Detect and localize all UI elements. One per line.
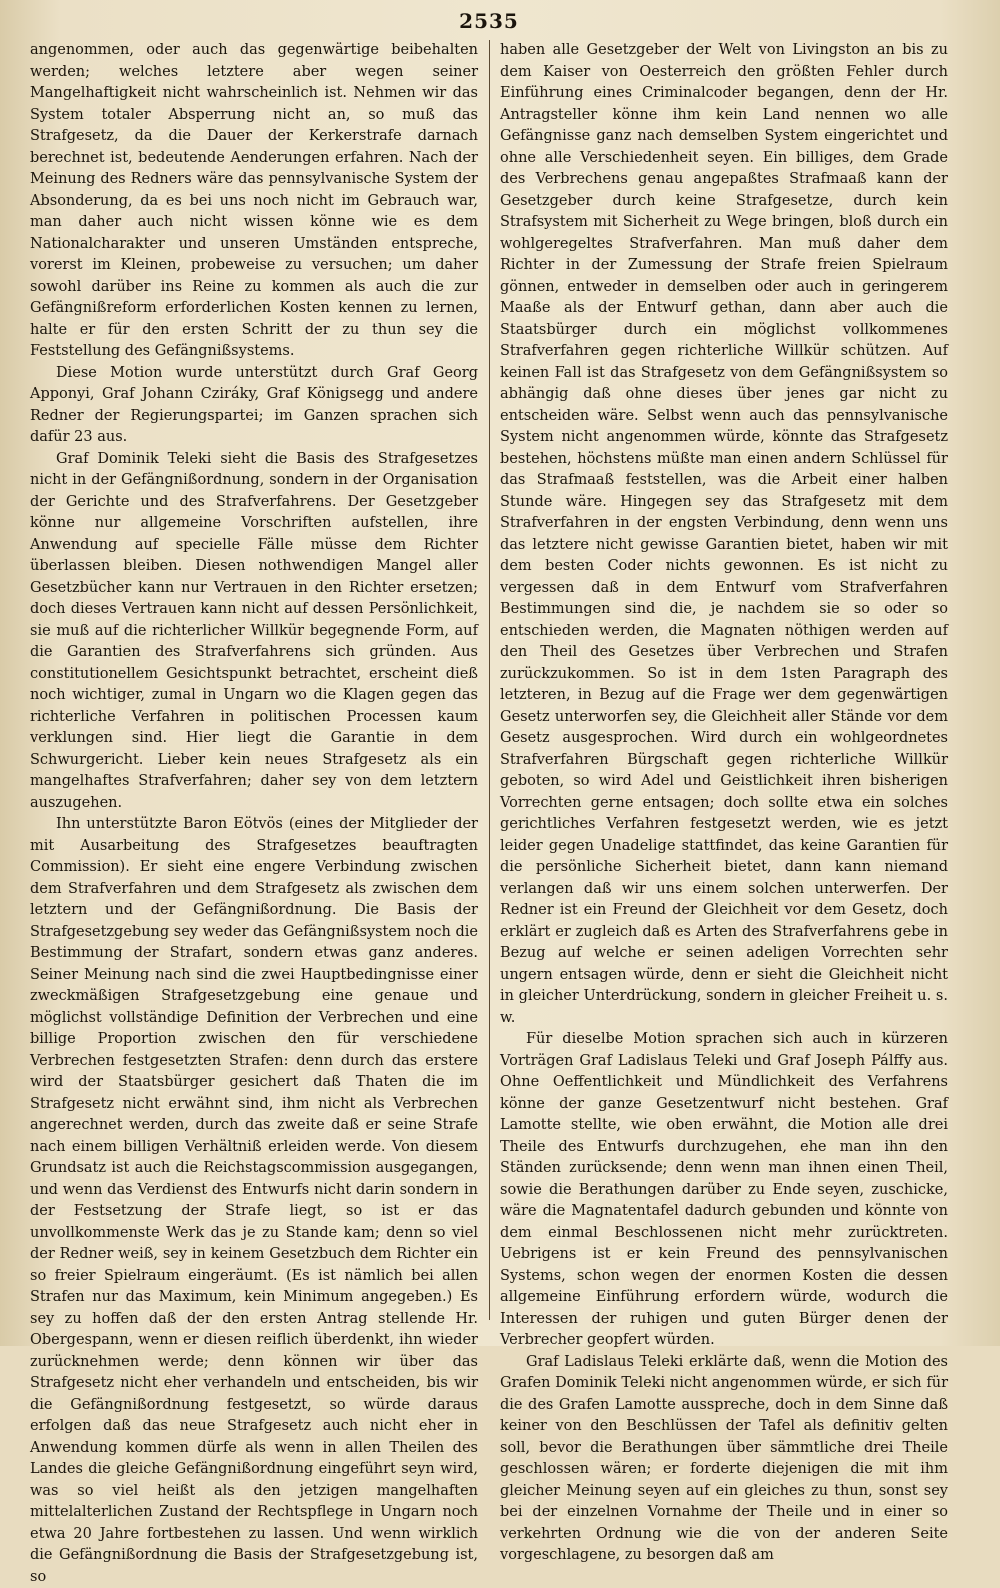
- paragraph: Ihn unterstützte Baron Eötvös (eines der Mitglieder der mit Ausarbeitung des Strafgesetzes beauftragten Commission). Er sieht eine engere Verbindung zwischen dem Strafverfahren und dem Strafgesetz als zwischen dem letztern und der Gefängnißordnung. Die Basis der Strafgesetzgebung sey weder das Gefängnißsystem noch die Bestimmung der Strafart, sondern etwas ganz anderes. Seiner Meinung nach sind die zwei Hauptbedingnisse einer zweckmäßigen Strafgesetzgebung eine genaue und möglichst vollständige Definition der Verbrechen und eine billige Proportion zwischen den für verschiedene Verbrechen festgesetzten Strafen: denn durch das erstere wird der Staatsbürger gesichert daß Thaten die im Strafgesetz nicht erwähnt sind, ihm nicht als Verbrechen angerechnet werden, durch das zweite daß er seine Strafe nach einem billigen Verhältniß erleiden werde. Von diesem Grundsatz ist auch die Reichstagscommission ausgegangen, und wenn das Verdienst des Entwurfs nicht darin sondern in der Festsetzung der Strafe liegt, so ist er das unvollkommenste Werk das je zu Stande kam; denn so viel der Redner weiß, sey in keinem Gesetzbuch dem Richter ein so freier Spielraum eingeräumt. (Es ist nämlich bei allen Strafen nur das Maximum, kein Minimum angegeben.) Es sey zu hoffen daß der den ersten Antrag stellende Hr. Obergespann, wenn er diesen reiflich überdenkt, ihn wieder zurücknehmen werde; denn können wir über das Strafgesetz nicht eher verhandeln und entscheiden, bis wir die Gefängnißordnung festgesetzt, so würde daraus erfolgen daß das neue Strafgesetz auch nicht eher in Anwendung kommen dürfe als wenn in allen Theilen des Landes die gleiche Gefängnißordnung eingeführt seyn wird, was so viel heißt als den jetzigen mangelhaften mittelalterlichen Zustand der Rechtspflege in Ungarn noch etwa 20 Jahre fortbestehen zu lassen. Und wenn wirklich die Gefängnißordnung die Basis der Strafgesetzgebung ist, so: [30, 816, 478, 1585]
- paragraph: angenommen, oder auch das gegenwärtige beibehalten werden; welches letztere aber wegen seiner Mangelhaftigkeit nicht wahrscheinlich ist. Nehmen wir das System totaler Absperrung nicht an, so muß das Strafgesetz, da die Dauer der Kerkerstrafe darnach berechnet ist, bedeutende Aenderungen erfahren. Nach der Meinung des Redners wäre das pennsylvanische System der Absonderung, da es bei uns noch nicht im Gebrauch war, man daher auch nicht wissen könne wie es dem Nationalcharakter und unseren Umständen entspreche, vorerst im Kleinen, probeweise zu versuchen; um daher sowohl darüber ins Reine zu kommen als auch die zur Gefängnißreform erforderlichen Kosten kennen zu lernen, halte er für den ersten Schritt der zu thun sey die Feststellung des Gefängnißsystems.: [30, 42, 478, 359]
- left-column: [30, 40, 478, 1585]
- paragraph: Graf Dominik Teleki sieht die Basis des Strafgesetzes nicht in der Gefängnißordnung, sondern in der Organisation der Gerichte und des Strafverfahrens. Der Gesetzgeber könne nur allgemeine Vorschriften aufstellen, ihre Anwendung auf specielle Fälle müsse dem Richter überlassen bleiben. Diesen nothwendigen Mangel aller Gesetzbücher kann nur Vertrauen in den Richter ersetzen; doch dieses Vertrauen kann nicht auf dessen Persönlichkeit, sie muß auf die richterlicher Willkür begegnende Form, auf die Garantien des Strafverfahrens sich gründen. Aus constitutionellem Gesichtspunkt betrachtet, erscheint dieß noch wichtiger, zumal in Ungarn wo die Klagen gegen das richterliche Verfahren in politischen Processen kaum verklungen sind. Hier liegt die Garantie in dem Schwurgericht. Lieber kein neues Strafgesetz als ein mangelhaftes Strafverfahren; daher sey von dem letztern auszugehen.: [30, 450, 478, 811]
- right-column: [500, 40, 948, 1563]
- paragraph: Für dieselbe Motion sprachen sich auch in kürzeren Vorträgen Graf Ladislaus Teleki und Graf Joseph Pálffy aus. Ohne Oeffentlichkeit und Mündlichkeit des Verfahrens könne der ganze Gesetzentwurf nicht bestehen. Graf Lamotte stellte, wie oben erwähnt, die Motion alle drei Theile des Entwurfs durchzugehen, ehe man ihn den Ständen zurücksende; denn wenn man ihnen einen Theil, sowie die Berathungen darüber zu Ende seyen, zuschicke, wäre die Magnatentafel dadurch gebunden und könnte von dem einmal Beschlossenen nicht mehr zurücktreten. Uebrigens ist er kein Freund des pennsylvanischen Systems, schon wegen der enormen Kosten die dessen allgemeine Einführung erfordern würde, wodurch die Interessen der ruhigen und guten Bürger denen der Verbrecher geopfert würden.: [500, 1031, 948, 1348]
- column-divider: [489, 40, 490, 1320]
- text-columns: [30, 40, 948, 1585]
- page-number: 2535: [459, 9, 519, 33]
- paragraph: Graf Ladislaus Teleki erklärte daß, wenn die Motion des Grafen Dominik Teleki nicht angenommen würde, er sich für die des Grafen Lamotte ausspreche, doch in dem Sinne daß keiner von den Beschlüssen der Tafel als definitiv gelten soll, bevor die Berathungen über sämmtliche drei Theile geschlossen wären; er forderte diejenigen die mit ihm gleicher Meinung seyen auf ein gleiches zu thun, sonst sey bei der einzelnen Vornahme der Theile und in einer so verkehrten Ordnung wie die von der anderen Seite vorgeschlagene, zu besorgen daß am: [500, 1353, 948, 1563]
- paragraph: Diese Motion wurde unterstützt durch Graf Georg Apponyi, Graf Johann Cziráky, Graf Königsegg und andere Redner der Regierungspartei; im Ganzen sprachen sich dafür 23 aus.: [30, 364, 478, 445]
- paragraph: haben alle Gesetzgeber der Welt von Livingston an bis zu dem Kaiser von Oesterreich den größten Fehler durch Einführung eines Criminalcoder begangen, denn der Hr. Antragsteller könne ihm kein Land nennen wo alle Gefängnisse ganz nach demselben System eingerichtet und ohne alle Verschiedenheit seyen. Ein billiges, dem Grade des Verbrechens genau angepaßtes Strafmaaß kann der Gesetzgeber durch keine Strafgesetze, durch kein Strafsystem mit Sicherheit zu Wege bringen, bloß durch ein wohlgeregeltes Strafverfahren. Man muß daher dem Richter in der Zumessung der Strafe freien Spielraum gönnen, entweder in demselben oder auch in geringerem Maaße als der Entwurf gethan, dann aber auch die Staatsbürger durch ein möglichst vollkommenes Strafverfahren gegen richterliche Willkür schützen. Auf keinen Fall ist das Strafgesetz von dem Gefängnißsystem so abhängig daß ohne dieses über jenes gar nicht zu entscheiden wäre. Selbst wenn auch das pennsylvanische System nicht angenommen würde, könnte das Strafgesetz bestehen, höchstens müßte man einen andern Schlüssel für das Strafmaaß feststellen, was die Arbeit einer halben Stunde wäre. Hingegen sey das Strafgesetz mit dem Strafverfahren in der engsten Verbindung, denn wenn uns das letztere nicht gewisse Garantien bietet, haben wir mit dem besten Coder nichts gewonnen. Es ist nicht zu vergessen daß in dem Entwurf vom Strafverfahren Bestimmungen sind die, je nachdem sie so oder so entschieden werden, die Magnaten nöthigen werden auf den Theil des Gesetzes über Verbrechen und Strafen zurückzukommen. So ist in dem 1sten Paragraph des letzteren, in Bezug auf die Frage wer dem gegenwärtigen Gesetz unterworfen sey, die Gleichheit aller Stände vor dem Gesetz ausgesprochen. Wird durch ein wohlgeordnetes Strafverfahren Bürgschaft gegen richterliche Willkür geboten, so wird Adel und Geistlichkeit ihren bisherigen Vorrechten gerne entsagen; doch sollte etwa ein solches gerichtliches Verfahren festgesetzt werden, wie es jetzt leider gegen Unadelige stattfindet, das keine Garantien für die persönliche Sicherheit bietet, dann kann niemand verlangen daß wir uns einem solchen unterwerfen. Der Redner ist ein Freund der Gleichheit vor dem Gesetz, doch erklärt er zugleich daß es Arten des Strafverfahrens gebe in Bezug auf welche er seinen adeligen Vorrechten sehr ungern entsagen würde, denn er sieht die Gleichheit nicht in gleicher Unterdrückung, sondern in gleicher Freiheit u. s. w.: [500, 42, 948, 1026]
